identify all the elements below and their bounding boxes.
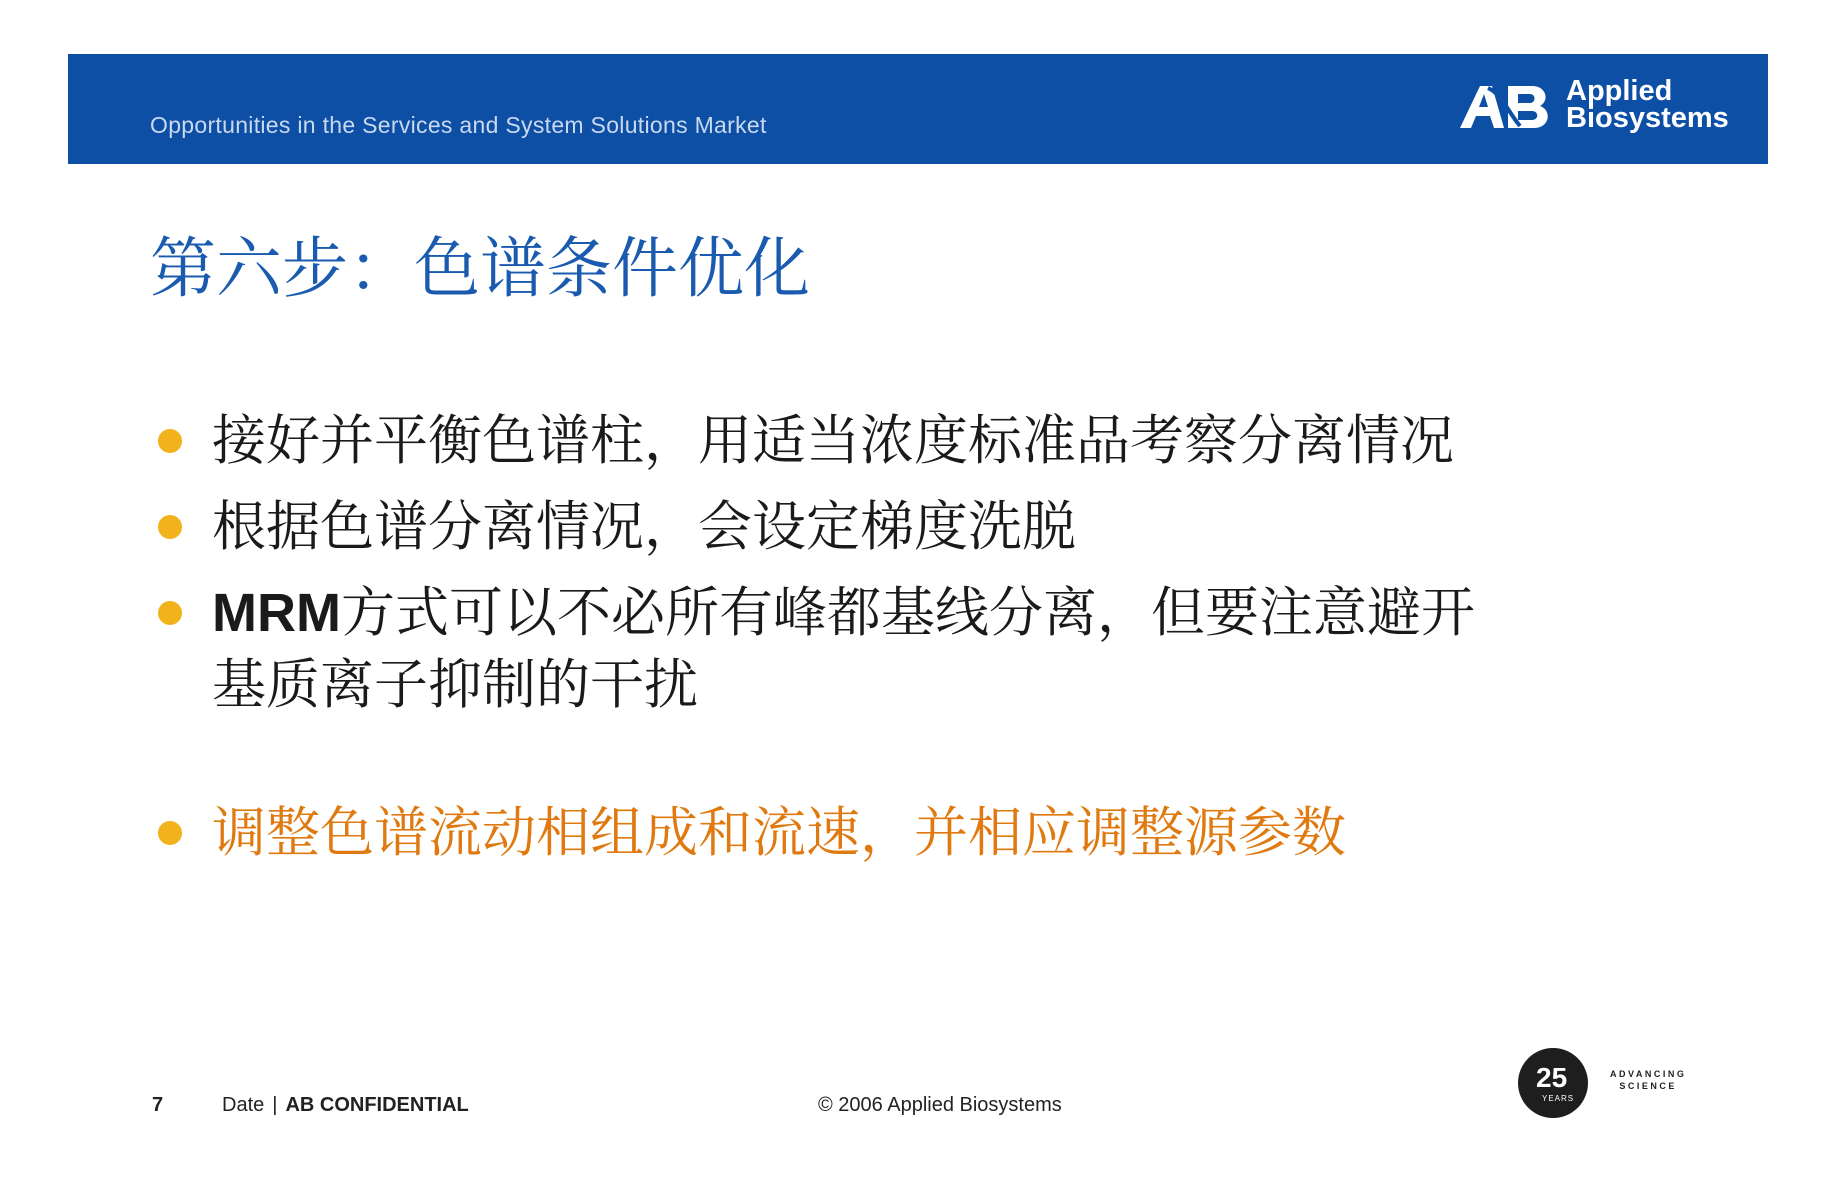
logo-line-1: Applied [1566,75,1673,107]
header-bar [68,54,1768,164]
bullet-item [150,577,1680,721]
copyright: © 2006 Applied Biosystems [818,1094,1062,1116]
applied-biosystems-logo [1458,75,1758,142]
anniversary-badge-icon [1518,1048,1588,1118]
bullet-dot-icon [158,429,182,453]
bullet-prefix: MRM [212,583,341,643]
bullet-item-highlight [150,797,1680,869]
anniversary-number: 25 [1536,1062,1568,1093]
ab-logo-icon [1458,82,1558,134]
page-number: 7 [152,1094,164,1116]
bullet-continuation: 基质离子抑制的干扰 [212,653,698,716]
bullet-text: 接好并平衡色谱柱，用适当浓度标准品考察分离情况 [212,409,1454,472]
footer-date-confidential [222,1094,469,1117]
bullet-dot-icon [158,601,182,625]
bullet-dot-icon [158,821,182,845]
anniversary-line-2: SCIENCE [1619,1081,1677,1091]
bullet-text: 方式可以不必所有峰都基线分离，但要注意避开 [340,581,1475,644]
bullet-text: 根据色谱分离情况，会设定梯度洗脱 [212,495,1076,558]
slide-title: 第六步：色谱条件优化 [150,230,810,307]
anniversary-logo [1518,1048,1698,1118]
logo-line-2: Biosystems [1566,102,1729,134]
confidential-label: AB CONFIDENTIAL [285,1094,469,1116]
footer-separator: | [272,1094,278,1116]
header-subtitle: Opportunities in the Services and System Solutions Market [150,112,767,138]
advancing-science-text [1610,1068,1686,1092]
bullet-item [150,405,1680,477]
bullet-text: 调整色谱流动相组成和流速，并相应调整源参数 [212,801,1346,864]
anniversary-line-1: ADVANCING [1610,1069,1687,1079]
date-label: Date [222,1094,265,1116]
anniversary-years: YEARS [1542,1094,1575,1103]
bullet-item [150,491,1680,563]
bullet-list [150,405,1680,869]
bullet-dot-icon [158,515,182,539]
